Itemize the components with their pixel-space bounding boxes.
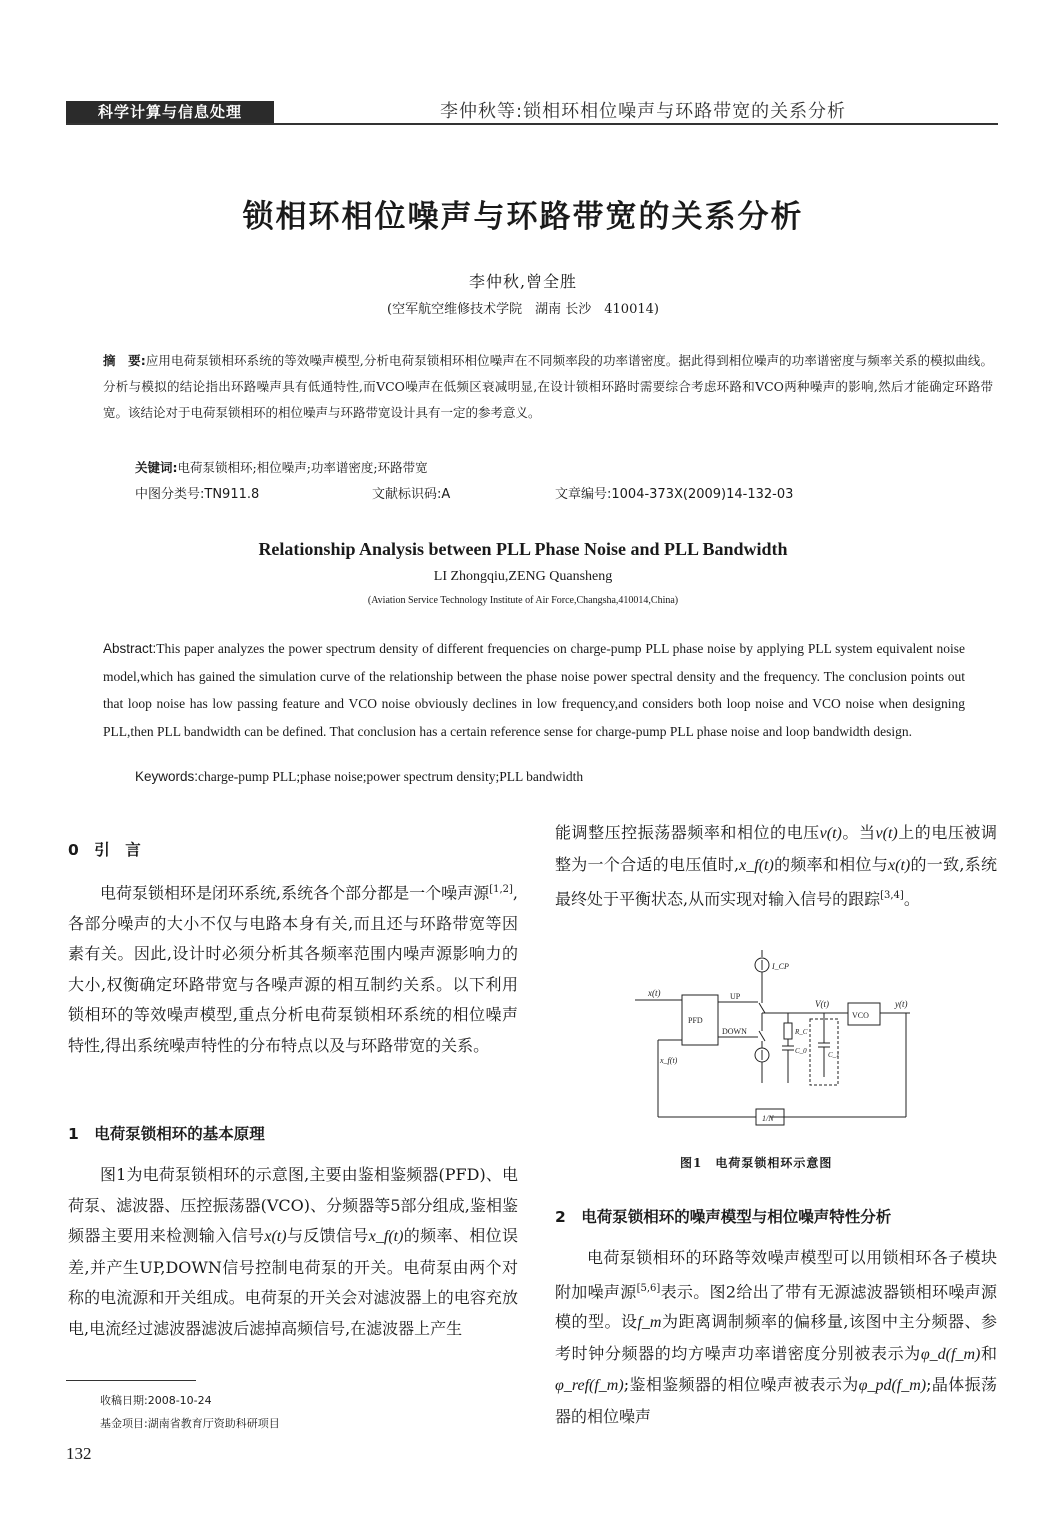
article-number: 文章编号:1004-373X(2009)14-132-03 bbox=[555, 487, 794, 502]
citation: [5,6] bbox=[636, 1282, 661, 1294]
math-vt: v(t) bbox=[819, 825, 842, 842]
english-abstract-text: This paper analyzes the power spectrum density of different frequencies on charge-pump PLL phase noise by applying PLL system equivalent noise model,which has gained the simulation curve of the relationship between the phase noise power spectral density and the frequency. The conclusion points out that loop noise has low passing feature and VCO noise obviously declines in low frequency,and considers both loop noise and VCO noise when designing PLL,then PLL bandwidth can be defined. That conclusion has a certain reference sense for charge-pump PLL phase noise and loop bandwidth design. bbox=[103, 641, 965, 739]
math-phi-ref: φ_ref(f_m) bbox=[555, 1377, 624, 1395]
english-abstract-label: Abstract: bbox=[103, 641, 157, 656]
pfd-label: PFD bbox=[688, 1016, 703, 1025]
down-label: DOWN bbox=[722, 1027, 747, 1036]
s2-text-c: 为距离调制频率的偏移量,该图中主分频器、参考时钟分频器的均方噪声功率谱密度分别被表示为 bbox=[555, 1312, 997, 1363]
s0-text-a: 电荷泵锁相环是闭环系统,系统各个部分都是一个噪声源 bbox=[100, 883, 490, 903]
authors: 李仲秋,曾全胜 bbox=[468, 272, 578, 291]
s2-text-e: ;鉴相鉴频器的相位噪声被表示为 bbox=[623, 1375, 859, 1395]
math-phi-d: φ_d(f_m) bbox=[920, 1345, 981, 1363]
abstract-cn-label: 摘 要: bbox=[103, 353, 146, 368]
rc-label: R_C bbox=[795, 1028, 808, 1036]
section-tag: 科学计算与信息处理 bbox=[66, 101, 274, 123]
down-switch bbox=[759, 1031, 765, 1041]
section-0-body bbox=[68, 875, 518, 1061]
output-label: y(t) bbox=[895, 999, 908, 1009]
feedback-label: x_f(t) bbox=[660, 1056, 678, 1065]
math-xft-2: x_f(t) bbox=[739, 856, 774, 874]
s2-text-f: ;晶体振荡器的相位噪声 bbox=[555, 1375, 997, 1426]
keywords-cn-label: 关键词: bbox=[135, 460, 178, 475]
section-2-body bbox=[555, 1243, 997, 1432]
s1-text-a: 图1为电荷泵锁相环的示意图,主要由鉴相鉴频器(PFD)、电荷泵、滤波器、压控振荡器(VCO)、分频器等5部分组成,鉴相鉴频器主要用来检测输入信号 bbox=[68, 1165, 518, 1245]
keywords-cn-text: 电荷泵锁相环;相位噪声;功率谱密度;环路带宽 bbox=[177, 460, 428, 475]
citation: [1,2] bbox=[489, 884, 513, 895]
input-label: x(t) bbox=[648, 988, 661, 998]
up-label: UP bbox=[730, 992, 741, 1001]
english-keywords-label: Keywords: bbox=[135, 769, 199, 784]
math-fm: f_m bbox=[637, 1314, 662, 1332]
r-text-a: 能调整压控振荡器频率和相位的电压 bbox=[555, 823, 820, 842]
right-column-paragraph bbox=[555, 818, 997, 915]
r-text-c: 上的电压被调整为一个合适的电压值时, bbox=[555, 823, 997, 874]
page-number: 132 bbox=[66, 1444, 92, 1463]
abstract-cn-text: 应用电荷泵锁相环系统的等效噪声模型,分析电荷泵锁相环相位噪声在不同频率段的功率谱密度。据此得到相位噪声的功率谱密度与频率关系的模拟曲线。分析与模拟的结论指出环路噪声具有低通特性,而VCO噪声在低频区衰减明显,在设计锁相环路时需要综合考虑环路和VCO两种噪声的影响,然后才能确定环路带宽。该结论对于电荷泵锁相环的相位噪声与环路带宽设计具有一定的参考意义。 bbox=[103, 353, 994, 420]
icp-label: I_CP bbox=[772, 962, 789, 971]
s1-text-c: 的频率、相位误差,并产生UP,DOWN信号控制电荷泵的开关。电荷泵由两个对称的电流源和开关组成。电荷泵的开关会对滤波器上的电容充放电,电流经过滤波器滤波后滤掉高频信号,在滤波器上产生 bbox=[68, 1226, 518, 1338]
vco-label: VCO bbox=[852, 1011, 869, 1020]
math-xft: x_f(t) bbox=[368, 1228, 404, 1245]
c0-label: C_0 bbox=[795, 1047, 807, 1055]
figure-1-diagram bbox=[630, 945, 930, 1135]
doc-code: 文献标识码:A bbox=[372, 487, 451, 502]
math-xt-2: x(t) bbox=[888, 856, 911, 874]
s2-text-a: 电荷泵锁相环的环路等效噪声模型可以用锁相环各子模块附加噪声源 bbox=[555, 1248, 997, 1301]
abstract-cn bbox=[103, 348, 993, 426]
section-1-paragraph bbox=[68, 1160, 518, 1344]
section-1-body bbox=[68, 1160, 518, 1344]
heading-section-0: 0 引 言 bbox=[68, 841, 141, 859]
s0-text-b: ,各部分噪声的大小不仅与电路本身有关,而且还与环路带宽等因素有关。因此,设计时必须分析其各频率范围内噪声源影响力的大小,权衡确定环路带宽与各噪声源的相互制约关系。以下利用锁相环的等效噪声模型,重点分析电荷泵锁相环系统的相位噪声特性,得出系统噪声特性的分布特点以及与环路带宽的关系。 bbox=[68, 883, 518, 1055]
r-text-d: 的频率和相位与 bbox=[773, 854, 889, 874]
clc-number: 中图分类号:TN911.8 bbox=[135, 487, 260, 502]
english-keywords bbox=[135, 766, 583, 788]
footnote-rule bbox=[66, 1380, 196, 1381]
english-title: Relationship Analysis between PLL Phase Noise and PLL Bandwidth bbox=[258, 539, 788, 559]
s1-text-b: 与反馈信号 bbox=[286, 1226, 369, 1245]
s2-text-d: 和 bbox=[980, 1343, 997, 1363]
c1-label: C_1 bbox=[828, 1051, 840, 1059]
footnote-received: 收稿日期:2008-10-24 bbox=[100, 1394, 212, 1407]
r-text-b: 。当 bbox=[841, 823, 876, 842]
citation: [3,4] bbox=[880, 890, 904, 901]
vt-label: V(t) bbox=[815, 999, 829, 1009]
up-switch bbox=[759, 1003, 765, 1013]
s2-text-b: 表示。图2给出了带有无源滤波器锁相环噪声源模的型。设 bbox=[555, 1281, 997, 1332]
r-text-e: 的一致,系统最终处于平衡状态,从而实现对输入信号的跟踪 bbox=[555, 854, 997, 909]
heading-section-2: 2 电荷泵锁相环的噪声模型与相位噪声特性分析 bbox=[555, 1208, 892, 1226]
section-0-paragraph bbox=[68, 875, 518, 1061]
english-authors: LI Zhongqiu,ZENG Quansheng bbox=[433, 569, 613, 584]
r-text-f: 。 bbox=[903, 889, 920, 909]
math-phi-pd: φ_pd(f_m) bbox=[858, 1377, 927, 1395]
heading-section-1: 1 电荷泵锁相环的基本原理 bbox=[68, 1125, 265, 1143]
resistor-rc bbox=[784, 1023, 792, 1039]
section-2-paragraph bbox=[555, 1243, 997, 1432]
divider-label: 1/N bbox=[762, 1114, 774, 1123]
header-rule bbox=[66, 123, 998, 125]
affiliation: (空军航空维修技术学院 湖南 长沙 410014) bbox=[387, 302, 659, 317]
keywords-cn bbox=[135, 458, 428, 478]
english-abstract bbox=[103, 635, 965, 745]
footnote-fund: 基金项目:湖南省教育厅资助科研项目 bbox=[100, 1417, 280, 1430]
running-title: 李仲秋等:锁相环相位噪声与环路带宽的关系分析 bbox=[440, 101, 847, 122]
figure-1-caption: 图1 电荷泵锁相环示意图 bbox=[680, 1156, 833, 1170]
math-vt-2: v(t) bbox=[875, 825, 898, 842]
paper-title: 锁相环相位噪声与环路带宽的关系分析 bbox=[242, 199, 804, 235]
english-affiliation: (Aviation Service Technology Institute of Air Force,Changsha,410014,China) bbox=[367, 595, 679, 606]
english-keywords-text: charge-pump PLL;phase noise;power spectrum density;PLL bandwidth bbox=[198, 769, 584, 784]
math-xt: x(t) bbox=[264, 1228, 287, 1245]
